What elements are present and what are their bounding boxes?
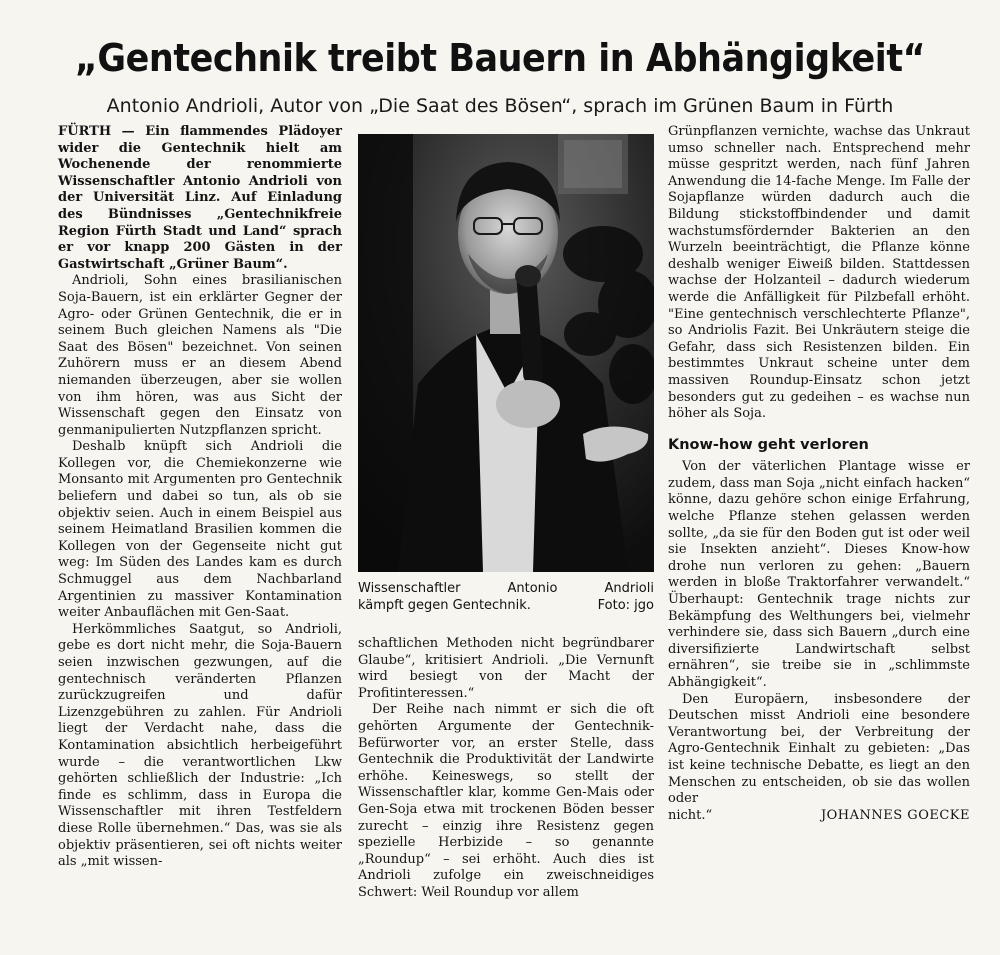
paragraph: Grünpflanzen vernichte, wachse das Unkraut umso schneller nach. Entsprechend mehr müsse gespritzt werden, nach fünf Jahren Anwendung die 14-fache Menge. Im Falle der Sojapflanze würden dadurch auch die Bildung stickstoffbindender und damit wachstumsfördernder Bakterien an den Wurzeln beeinträchtigt, die Pflanze könne deshalb weniger Eiweiß bilden. Stattdessen wachse der Holzanteil – dadurch wiederum werde die Anfälligkeit für Pilzbefall erhöht. "Eine gentechnisch verschlechterte Pflanze", so Andriolis Fazit. Bei Unkräutern steige die Gefahr, dass sich Resistenzen bilden. Ein bestimmtes Unkraut scheine unter dem massiven Roundup-Einsatz schon jetzt besonders gut zu gedeihen – es wachse nun höher als Soja. <box>668 124 970 422</box>
lead-text: Ein flammendes Plädoyer wider die Gentechnik hielt am Wochenende der renommierte Wissenschaftler Antonio Andrioli von der Universität Linz. Auf Einladung des Bündnisses „Gentechnikfreie Region Fürth Stadt und Land“ sprach er vor knapp 200 Gästen in der Gastwirtschaft „Grüner Baum“. <box>58 124 342 272</box>
headline: „Gentechnik treibt Bauern in Abhängigkeit“ <box>74 36 926 80</box>
caption-text: kämpft gegen Gentechnik. <box>358 598 531 613</box>
paragraph: Der Reihe nach nimmt er sich die oft gehörten Argumente der Gentechnik-Befürworter vor, an erster Stelle, dass Gentechnik die Produktivität der Landwirte erhöhe. Keineswegs, so stellt der Wissenschaftler klar, komme Gen-Mais oder Gen-Soja etwa mit trockenen Böden besser zurecht – einzig ihre Resistenz gegen spezielle Herbizide – so genannte „Roundup“ – sei erhöht. Auch dies ist Andrioli zufolge ein zweischneidiges Schwert: Weil Roundup vor allem <box>358 702 654 900</box>
photo-antonio-andrioli <box>358 134 654 572</box>
subheadline: Antonio Andrioli, Autor von „Die Saat des Bösen“, sprach im Grünen Baum in Fürth <box>106 95 894 117</box>
paragraph: Von der väterlichen Plantage wisse er zudem, dass man Soja „nicht einfach hacken“ könne, dazu gehöre schon einige Erfahrung, welche Pflanze stehen gelassen werden sollte, „da sie für den Boden gut ist oder weil sie Insekten anzieht“. Dieses Know-how drohe nun verloren zu gehen: „Bauern werden in bloße Traktorfahrer verwandelt.“ Überhaupt: Gentechnik trage nichts zur Bekämpfung des Welthungers bei, vielmehr verhindere sie, dass sich Bauern „durch eine diversifizierte Landwirtschaft selbst ernähren“, sie treibe sie in „schlimmste Abhängigkeit“. <box>668 459 970 690</box>
photo-credit: Foto: jgo <box>597 598 654 613</box>
caption-word: Andrioli <box>604 581 654 596</box>
article-column-3 <box>668 124 970 824</box>
article-column-1 <box>58 124 342 871</box>
section-subtitle: Know-how geht verloren <box>668 436 869 453</box>
paragraph: Deshalb knüpft sich Andrioli die Kollegen vor, die Chemiekonzerne wie Monsanto mit Argumenten pro Gentechnik beliefern und dabei so tun, als ob sie objektiv seien. Auch in einem Beispiel aus seinem Heimatland Brasilien kommen die Kollegen von der Gegenseite nicht gut weg: Im Süden des Landes kam es durch Schmuggel aus dem Nachbarland Argentinien zu massiver Kontamination weiter Anbauflächen mit Gen-Saat. <box>58 439 342 621</box>
author-byline: JOHANNES GOECKE <box>820 807 970 823</box>
article-column-2 <box>358 636 654 902</box>
photo-caption <box>358 580 654 614</box>
closing-word: nicht.“ <box>668 807 713 823</box>
signoff-line <box>668 808 970 825</box>
paragraph: Andrioli, Sohn eines brasilianischen Soja-Bauern, ist ein erklärter Gegner der Agro- oder Grünen Gentechnik, die er in seinem Buch gleichen Namens als "Die Saat des Bösen" bezeichnet. Von seinen Zuhörern muss er an diesem Abend niemanden überzeugen, aber sie wollen von ihm hören, was aus Sicht der Wissenschaft gegen den Einsatz von genmanipulierten Nutzpflanzen spricht. <box>58 273 342 438</box>
paragraph: Den Europäern, insbesondere der Deutschen misst Andrioli eine besondere Verantwortung bei, der Verbreitung der Agro-Gentechnik Einhalt zu gebieten: „Das ist keine technische Debatte, es liegt an den Menschen zu entscheiden, ob sie das wollen oder <box>668 691 970 807</box>
caption-word: Wissenschaftler <box>358 581 461 596</box>
dateline: FÜRTH — <box>58 124 146 139</box>
caption-word: Antonio <box>507 581 558 596</box>
photo-illustration <box>358 134 654 572</box>
lead-paragraph <box>58 124 342 273</box>
paragraph: schaftlichen Methoden nicht begründbarer Glaube“, kritisiert Andrioli. „Die Vernunft wird besiegt von der Macht der Profitinteressen.“ <box>358 636 654 701</box>
paragraph: Herkömmliches Saatgut, so Andrioli, gebe es dort nicht mehr, die Soja-Bauern seien inzwischen gezwungen, auf die gentechnisch veränderten Pflanzen zurückzugreifen und dafür Lizenzgebühren zu zahlen. Für Andrioli liegt der Verdacht nahe, dass die Kontamination absichtlich herbeigeführt wurde – die verantwortlichen Lkw gehörten schließlich der Industrie: „Ich finde es schlimm, dass in Europa die Wissenschaftler mit ihren Testfeldern diese Rolle übernehmen.“ Das, was sie als objektiv präsentieren, sei oft nichts weiter als „mit wissen- <box>58 621 342 870</box>
